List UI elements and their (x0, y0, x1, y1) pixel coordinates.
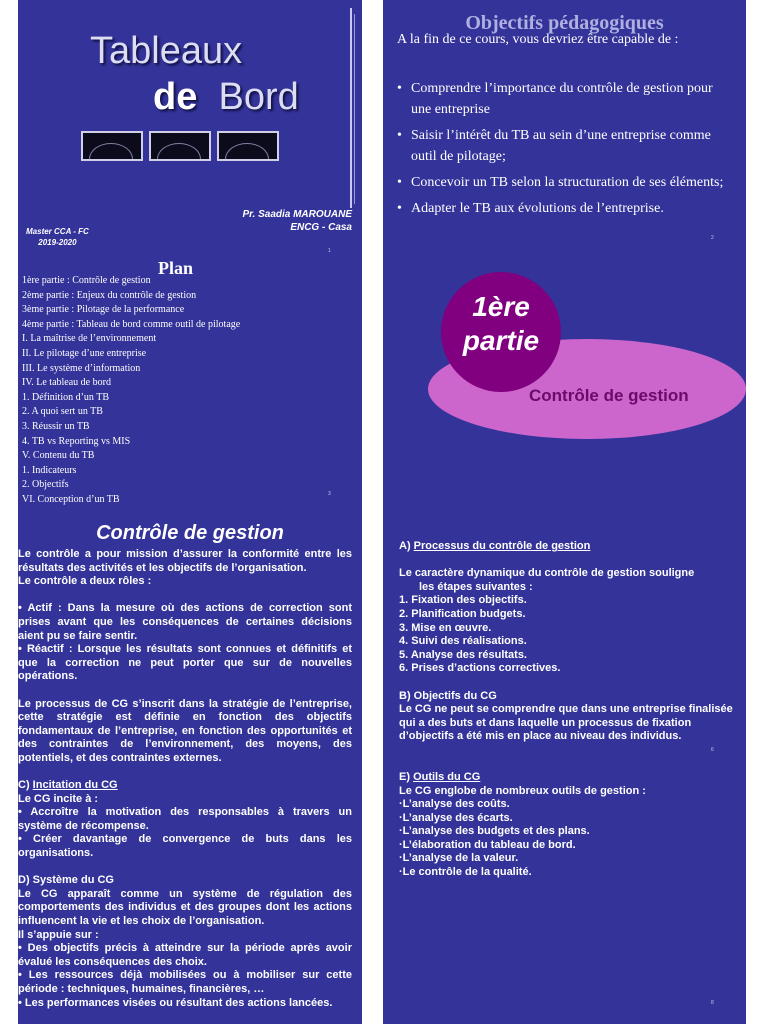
list-item: ·Le contrôle de la qualité. (399, 866, 532, 879)
list-item: • Adapter le TB aux évolutions de l’entreprise. (397, 198, 727, 219)
control-slide (18, 510, 362, 1024)
list-item: 4. Suivi des réalisations. (399, 635, 527, 648)
subheading (18, 779, 352, 793)
paragraph: • Créer davantage de convergence de buts dans les organisations. (18, 833, 352, 860)
program-block (26, 226, 89, 248)
list-item: 3ème partie : Pilotage de la performance (22, 304, 185, 316)
list-item: ·L’analyse de la valeur. (399, 852, 519, 865)
section-body (18, 548, 352, 1010)
list-item: IV. Le tableau de bord (22, 377, 111, 389)
subheading-prefix: E) (399, 770, 414, 783)
title-rest-word: Bord (218, 76, 299, 118)
list-item: 2ème partie : Enjeux du contrôle de gestion (22, 289, 197, 301)
paragraph: Le contrôle a pour mission d’assurer la conformité entre les résultats des activités et les objectifs de l’organisation. (18, 548, 352, 574)
list-item: I. La maîtrise de l’environnement (22, 333, 157, 345)
title-line-2 (153, 76, 299, 119)
paragraph: Le CG incite à : (18, 792, 99, 805)
list-item: 3. Réussir un TB (22, 420, 90, 432)
title-bold-word: de (153, 76, 198, 118)
list-item: • Concevoir un TB selon la structuration de ses éléments; (397, 172, 727, 193)
decorative-line (350, 8, 352, 208)
list-item: III. Le système d’information (22, 362, 141, 374)
thumbnail-image (149, 131, 211, 161)
author-school: ENCG - Casa (290, 222, 352, 233)
list-item: 1. Indicateurs (22, 464, 77, 476)
list-item: ·L’élaboration du tableau de bord. (399, 838, 576, 851)
part-one-slide (383, 254, 746, 510)
subheading (399, 540, 739, 554)
list-item: II. Le pilotage d’une entreprise (22, 347, 147, 359)
objectives-intro: A la fin de ce cours, vous devriez être capable de : (397, 32, 679, 47)
subheading-text: Outils du CG (413, 770, 481, 783)
plan-title: Plan (158, 258, 194, 278)
list-item: 1ère partie : Contrôle de gestion (22, 275, 151, 286)
part-number: 1ère (472, 291, 530, 322)
paragraph: • Les ressources déjà mobilisées ou à mobiliser sur cette période : techniques, humaines, financières, … (18, 969, 352, 995)
list-item: ·L’analyse des coûts. (399, 798, 510, 811)
subheading-prefix: A) (399, 540, 414, 552)
objectives-slide (383, 0, 746, 254)
part-word: partie (462, 325, 540, 356)
page-number: 2 (711, 235, 714, 241)
list-item: ·L’analyse des budgets et des plans. (399, 825, 590, 838)
page-number: 1 (328, 248, 331, 254)
author-name: Pr. Saadia MAROUANE (242, 209, 352, 220)
plan-list (22, 274, 240, 508)
list-item: VI. Conception d’un TB (22, 493, 120, 505)
subheading-text: Processus du contrôle de gestion (413, 540, 591, 552)
list-item: • Comprendre l’importance du contrôle de gestion pour une entreprise (397, 78, 727, 120)
program-name: Master CCA - FC (26, 227, 89, 236)
list-item: 6. Prises d’actions correctives. (399, 662, 561, 675)
page-number: 6 (711, 747, 714, 753)
paragraph: Le processus de CG s’inscrit dans la stratégie de l’entreprise, cette stratégie est définie en fonction des objectifs fondamentaux de l’entreprise, en fonction des opportunités et des contraintes de l’environnement, des moyens, des potentiels, et des contraintes externes. (18, 697, 352, 764)
section-subtitle: Contrôle de gestion (529, 386, 689, 405)
list-item: 2. Planification budgets. (399, 607, 526, 620)
paragraph: Le CG apparaît comme un système de régulation des comportements des individus et des groupes dont les actions influencent la vie et les choix de l’organisation. (18, 887, 352, 928)
list-item: 3. Mise en œuvre. (399, 621, 492, 634)
paragraph: • Réactif : Lorsque les résultats sont connues et définitifs et que la correction ne peut porter que sur de nouvelles opérations. (18, 643, 352, 683)
section-body (399, 540, 739, 880)
subheading: D) Système du CG (18, 874, 114, 887)
program-year: 2019-2020 (38, 238, 77, 247)
objectives-list (397, 78, 727, 224)
decorative-line (354, 14, 355, 204)
title-line-1: Tableaux (90, 30, 243, 72)
thumbnail-strip (81, 131, 279, 161)
paragraph: Le caractère dynamique du contrôle de gestion souligne (399, 567, 695, 580)
author-block (243, 208, 352, 234)
thumbnail-image (217, 131, 279, 161)
list-item: 1. Fixation des objectifs. (399, 594, 527, 607)
section-title: Contrôle de gestion (96, 522, 284, 544)
part-label (441, 290, 561, 358)
paragraph: Il s’appuie sur : (18, 928, 99, 941)
paragraph: • Accroître la motivation des responsables à travers un système de récompense. (18, 806, 352, 832)
paragraph: Le CG englobe de nombreux outils de gestion : (399, 784, 646, 797)
plan-slide (18, 254, 362, 510)
paragraph: Le contrôle a deux rôles : (18, 575, 152, 588)
page-number: 3 (328, 491, 331, 497)
paragraph: les étapes suivantes : (419, 580, 533, 593)
list-item: • Saisir l’intérêt du TB au sein d’une entreprise comme outil de pilotage; (397, 125, 727, 167)
subheading: B) Objectifs du CG (399, 689, 497, 702)
list-item: V. Contenu du TB (22, 450, 95, 462)
list-item: 2. Objectifs (22, 479, 69, 491)
subheading-prefix: C) (18, 779, 33, 792)
subheading (399, 771, 739, 785)
paragraph: • Les performances visées ou résultant des actions lancées. (18, 996, 333, 1009)
objectives-title: Objectifs pédagogiques (465, 12, 664, 34)
list-item: ·L’analyse des écarts. (399, 811, 513, 824)
list-item: 2. A quoi sert un TB (22, 406, 103, 418)
list-item: 1. Définition d’un TB (22, 391, 110, 403)
page-number: 8 (711, 1000, 714, 1006)
thumbnail-image (81, 131, 143, 161)
list-item: 4. TB vs Reporting vs MIS (22, 435, 131, 447)
process-slide (383, 510, 746, 1024)
subheading-text: Incitation du CG (32, 779, 118, 792)
title-slide (18, 0, 362, 254)
paragraph: • Actif : Dans la mesure où des actions de correction sont prises avant que les conséquences de certaines décisions aient pu se faire sentir. (18, 602, 352, 642)
paragraph: • Des objectifs précis à atteindre sur la période après avoir évalué les conséquences des choix. (18, 942, 352, 968)
list-item: 4ème partie : Tableau de bord comme outil de pilotage (22, 318, 241, 330)
list-item: 5. Analyse des résultats. (399, 648, 527, 661)
paragraph: Le CG ne peut se comprendre que dans une entreprise finalisée qui a des buts et dans laquelle un processus de fixation d’objectifs a été mis en place au niveau des individus. (399, 703, 733, 743)
